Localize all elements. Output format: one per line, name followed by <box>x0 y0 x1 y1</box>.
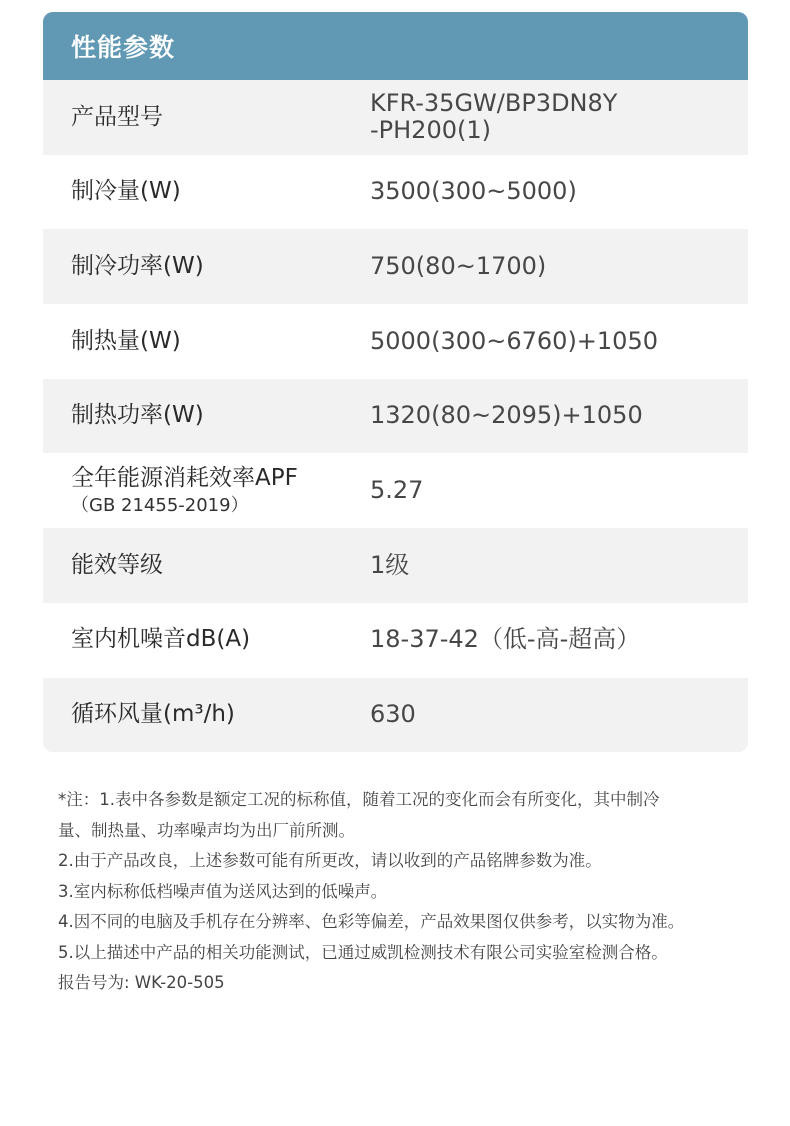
spec-label-main: 全年能源消耗效率APF <box>71 465 298 492</box>
spec-table-header <box>43 12 748 80</box>
spec-value: 1级 <box>370 550 410 579</box>
spec-value: KFR-35GW/BP3DN8Y -PH200(1) <box>370 88 618 145</box>
spec-value: 1320(80~2095)+1050 <box>370 401 643 430</box>
spec-value: 630 <box>370 700 416 729</box>
footnote-line: 3.室内标称低档噪声值为送风达到的低噪声。 <box>58 881 388 901</box>
spec-label <box>43 465 370 516</box>
spec-row-heating-capacity <box>43 304 748 379</box>
spec-label: 制冷量(W) <box>71 178 181 205</box>
spec-label: 制冷功率(W) <box>71 252 204 279</box>
spec-label: 室内机噪音dB(A) <box>71 626 251 653</box>
footnote-line: 量、制热量、功率噪声均为出厂前所测。 <box>58 820 355 840</box>
footnotes <box>58 785 758 999</box>
spec-value: 18-37-42（低-高-超高） <box>370 625 641 654</box>
spec-row-energy-grade <box>43 528 748 603</box>
spec-label: 制热量(W) <box>71 327 181 354</box>
spec-row-apf <box>43 453 748 528</box>
spec-row-indoor-noise <box>43 603 748 678</box>
footnote-line: 5.以上描述中产品的相关功能测试，已通过威凯检测技术有限公司实验室检测合格。 <box>58 942 668 962</box>
spec-table <box>43 12 748 752</box>
spec-table-title: 性能参数 <box>71 33 176 62</box>
spec-row-model <box>43 80 748 155</box>
spec-label: 能效等级 <box>71 551 163 578</box>
footnote-line: 2.由于产品改良，上述参数可能有所更改，请以收到的产品铭牌参数为准。 <box>58 851 602 870</box>
footnote-line: *注：1.表中各参数是额定工况的标称值，随着工况的变化而会有所变化，其中制冷 <box>58 790 660 809</box>
spec-row-cooling-power <box>43 229 748 304</box>
footnote-line: 4.因不同的电脑及手机存在分辨率、色彩等偏差，产品效果图仅供参考，以实物为准。 <box>58 912 685 931</box>
report-number: 报告号为: WK-20-505 <box>58 973 225 992</box>
spec-label: 产品型号 <box>71 103 163 130</box>
spec-value: 5.27 <box>370 475 424 504</box>
spec-label-standard: （GB 21455-2019） <box>71 494 249 516</box>
spec-value: 3500(300~5000) <box>370 177 577 206</box>
spec-row-cooling-capacity <box>43 155 748 230</box>
spec-value: 5000(300~6760)+1050 <box>370 326 658 355</box>
spec-label: 制热功率(W) <box>71 402 204 429</box>
spec-row-heating-power <box>43 379 748 454</box>
spec-label: 循环风量(m³/h) <box>71 701 235 728</box>
spec-value: 750(80~1700) <box>370 251 547 280</box>
spec-row-airflow <box>43 678 748 753</box>
